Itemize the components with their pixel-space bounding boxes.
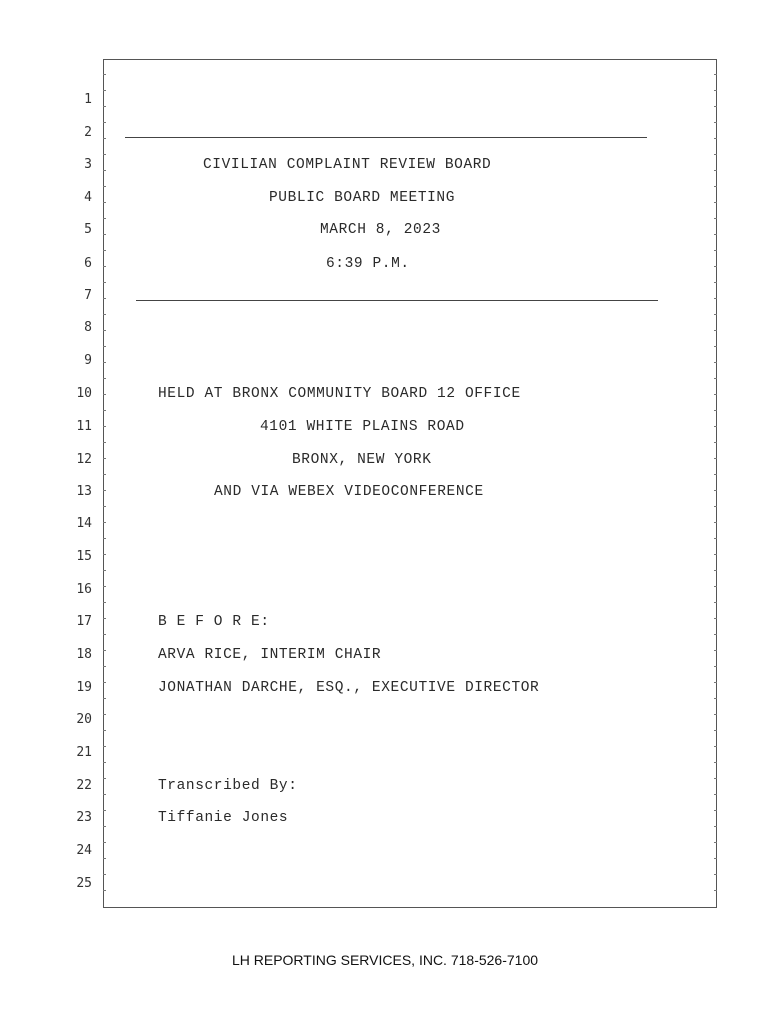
margin-tick (714, 794, 717, 795)
margin-tick (714, 682, 717, 683)
margin-tick (714, 298, 717, 299)
page-footer: LH REPORTING SERVICES, INC. 718-526-7100 (231, 952, 539, 968)
margin-tick (103, 490, 106, 491)
margin-tick (714, 858, 717, 859)
margin-tick (714, 90, 717, 91)
margin-tick (103, 874, 106, 875)
transcribed-by-label: Transcribed By: (158, 778, 298, 794)
margin-tick (103, 410, 106, 411)
margin-tick (103, 826, 106, 827)
line-number: 5 (84, 222, 92, 237)
margin-tick (714, 826, 717, 827)
line-number: 12 (76, 452, 92, 467)
margin-tick (714, 314, 717, 315)
margin-tick (714, 234, 717, 235)
margin-tick (714, 746, 717, 747)
margin-tick (714, 490, 717, 491)
margin-tick (103, 138, 106, 139)
margin-tick (103, 186, 106, 187)
margin-tick (714, 554, 717, 555)
margin-tick (714, 506, 717, 507)
margin-tick (103, 330, 106, 331)
margin-tick (714, 586, 717, 587)
margin-tick (103, 634, 106, 635)
line-number: 11 (76, 419, 92, 434)
held-at-line: HELD AT BRONX COMMUNITY BOARD 12 OFFICE (158, 386, 521, 402)
margin-tick (103, 858, 106, 859)
top-separator-rule (125, 137, 647, 138)
margin-tick (714, 138, 717, 139)
margin-tick (714, 810, 717, 811)
margin-tick (103, 682, 106, 683)
margin-tick (103, 890, 106, 891)
margin-tick (103, 810, 106, 811)
margin-tick (714, 538, 717, 539)
remote-line: AND VIA WEBEX VIDEOCONFERENCE (214, 484, 484, 500)
margin-tick (103, 730, 106, 731)
line-number: 3 (84, 157, 92, 172)
margin-tick (714, 570, 717, 571)
margin-tick (103, 394, 106, 395)
organization-title: CIVILIAN COMPLAINT REVIEW BOARD (203, 157, 492, 173)
margin-tick (714, 730, 717, 731)
margin-tick (103, 522, 106, 523)
margin-tick (714, 890, 717, 891)
margin-tick (103, 602, 106, 603)
margin-tick (103, 650, 106, 651)
margin-tick (714, 762, 717, 763)
margin-tick (714, 186, 717, 187)
address-line: 4101 WHITE PLAINS ROAD (260, 419, 465, 435)
margin-tick (103, 762, 106, 763)
margin-tick (714, 202, 717, 203)
margin-tick (103, 234, 106, 235)
margin-tick (714, 410, 717, 411)
margin-tick (103, 666, 106, 667)
margin-tick (714, 250, 717, 251)
margin-tick (714, 458, 717, 459)
margin-tick (714, 650, 717, 651)
bottom-separator-rule (136, 300, 658, 301)
line-number: 8 (84, 320, 92, 335)
margin-tick (714, 218, 717, 219)
margin-tick (714, 282, 717, 283)
margin-tick (103, 74, 106, 75)
margin-tick (103, 554, 106, 555)
margin-tick (714, 874, 717, 875)
margin-tick (714, 362, 717, 363)
line-number: 17 (76, 614, 92, 629)
margin-tick (714, 346, 717, 347)
margin-tick (103, 282, 106, 283)
margin-tick (714, 842, 717, 843)
line-number: 23 (76, 810, 92, 825)
city-line: BRONX, NEW YORK (292, 452, 432, 468)
line-number: 19 (76, 680, 92, 695)
margin-tick (714, 634, 717, 635)
margin-tick (103, 458, 106, 459)
margin-tick (103, 570, 106, 571)
margin-tick (103, 538, 106, 539)
margin-tick (103, 474, 106, 475)
margin-tick (103, 202, 106, 203)
margin-tick (714, 266, 717, 267)
margin-tick (714, 618, 717, 619)
line-number: 6 (84, 256, 92, 271)
margin-tick (714, 442, 717, 443)
margin-tick (103, 714, 106, 715)
attendee-chair: ARVA RICE, INTERIM CHAIR (158, 647, 382, 663)
margin-tick (714, 522, 717, 523)
margin-tick (103, 378, 106, 379)
line-number: 18 (76, 647, 92, 662)
margin-tick (103, 250, 106, 251)
margin-tick (714, 698, 717, 699)
margin-tick (714, 714, 717, 715)
margin-tick (714, 154, 717, 155)
before-heading: B E F O R E: (158, 614, 270, 630)
margin-tick (103, 442, 106, 443)
line-number: 22 (76, 778, 92, 793)
line-number: 13 (76, 484, 92, 499)
line-number: 2 (84, 125, 92, 140)
margin-tick (714, 122, 717, 123)
transcriber-name: Tiffanie Jones (158, 810, 289, 826)
attendee-director: JONATHAN DARCHE, ESQ., EXECUTIVE DIRECTOR (158, 680, 540, 696)
margin-tick (714, 170, 717, 171)
margin-tick (103, 778, 106, 779)
margin-tick (103, 122, 106, 123)
margin-tick (714, 74, 717, 75)
line-number: 9 (84, 353, 92, 368)
margin-tick (103, 298, 106, 299)
margin-tick (103, 362, 106, 363)
margin-tick (714, 666, 717, 667)
margin-tick (103, 506, 106, 507)
margin-tick (103, 586, 106, 587)
margin-tick (103, 218, 106, 219)
line-number: 1 (84, 92, 92, 107)
line-number: 10 (76, 386, 92, 401)
line-number: 24 (76, 843, 92, 858)
line-number: 15 (76, 549, 92, 564)
margin-tick (103, 266, 106, 267)
line-number: 20 (76, 712, 92, 727)
margin-tick (714, 778, 717, 779)
line-number: 4 (84, 190, 92, 205)
margin-tick (714, 602, 717, 603)
margin-tick (103, 426, 106, 427)
line-number: 16 (76, 582, 92, 597)
margin-tick (103, 154, 106, 155)
meeting-time: 6:39 P.M. (326, 256, 410, 272)
margin-tick (103, 794, 106, 795)
margin-tick (714, 474, 717, 475)
margin-tick (714, 378, 717, 379)
line-number: 7 (84, 288, 92, 303)
margin-tick (714, 426, 717, 427)
margin-tick (103, 618, 106, 619)
margin-tick (103, 746, 106, 747)
meeting-date: MARCH 8, 2023 (320, 222, 441, 238)
margin-tick (103, 170, 106, 171)
line-number: 21 (76, 745, 92, 760)
margin-tick (103, 698, 106, 699)
line-number: 14 (76, 516, 92, 531)
margin-tick (714, 330, 717, 331)
meeting-title: PUBLIC BOARD MEETING (269, 190, 456, 206)
line-number: 25 (76, 876, 92, 891)
margin-tick (103, 842, 106, 843)
margin-tick (103, 346, 106, 347)
margin-tick (103, 314, 106, 315)
margin-tick (103, 106, 106, 107)
margin-tick (714, 394, 717, 395)
margin-tick (103, 90, 106, 91)
margin-tick (714, 106, 717, 107)
